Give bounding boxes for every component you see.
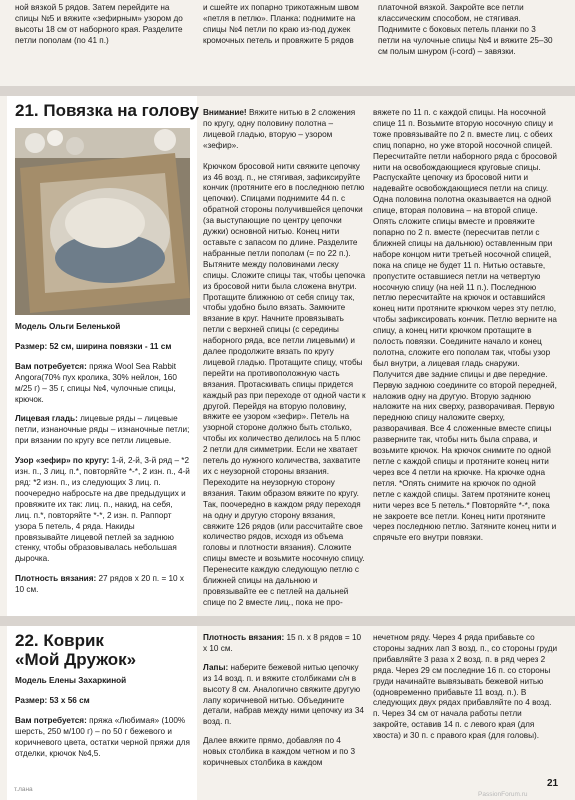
section-22-specs: Модель Елены Захаркиной Размер: 53 x 56 см Вам потребуется: пряжа «Любимая» (100% шерсть, 250 м/100 г) – по 50 г бежевого и коричневого цвета, остатки черной пряжи для отделки, крючок №4,5. [15, 676, 190, 758]
top-col-3: платочной вязкой. Закройте все петли классическим способом, не стягивая. Поднимите с боковых петель планки по 3 петли на чулочные спицы №4 и вяжите 25–30 см полым шнуром (i-cord) – завязки. [378, 3, 553, 56]
watermark: PassionForum.ru [478, 791, 528, 798]
top-col-1: ной вязкой 5 рядов. Затем перейдите на спицы №5 и вяжите «зефирным» узором до высоты 18 см от наборного края. Разделите петли пополам (по 41 п.) [15, 3, 183, 45]
section-21-model: Модель Ольги Беленькой [15, 322, 121, 331]
headband-photo [15, 128, 190, 315]
section-22-body-mid: Плотность вязания: 15 п. x 8 рядов = 10 x 10 см. Лапы: наберите бежевой нитью цепочку из 14 возд. п. и вяжите столбиками с/н в высоту 8 см. Аналогично свяжите другую лапу коричневой нитью. Объедините детали, набрав между ними цепочку из 34 возд. п. Далее вяжите прямо, добавляя по 4 новых столбика в каждом четном и по 3 коричневых столбика в каждом [203, 633, 364, 768]
page-number: 21 [547, 778, 559, 789]
section-21-body-mid: Внимание! Вяжите нитью в 2 сложения по кругу, одну половину полотна – лицевой гладью, вторую – узором «зефир». Крючком бросовой нити свяжите цепочку из 46 возд. п., не стягивая, зафиксируйте кончик (протяните его в последнюю петлю цепочки). Спицами поднимите 44 п. с обратной стороны получившейся цепочки (за выступающие по центру цепочки дужки) основной нитью. Конец нити оставьте с запасом по длине. Разделите набранные петли пополам (= по 22 п.). Вытяните между половинами леску спицы. Сложите спицы так, чтобы цепочка из бросовой нити была сложена внутри. Протащите ближнюю от себя спицу так, чтобы удобно было вязать. Замкните вязание в круг. Начните провязывать петли с верхней спицы (с середины наборного ряда, все петли лицевыми) и далее продолжите вязать по кругу лицевой гладью. Протащите спицу, чтобы перейти на противоположную часть вязания. Протаскивать спицы придется каждый раз при переходе от одной части к другой. Перейдя на вторую половину, вяжите ее узором «зефир». Петель на узорной стороне должно быть столько, чтобы их количество делилось на 5 плюс 2 петли для симметрии. Если не хватает петель до нужного количества, захватите их с неузорной стороны вязания. Переходите на неузорную сторону вязания. Таким образом вяжите по кругу. Так, поочередно в каждом ряду переходя на одну и другую сторону вязания, свяжите 126 рядов (или рассчитайте свое количество рядов, исходя из объема головы и плотности вязания). Сложите спицы вместе и возьмите носочную спицу. Перенесите каждую следующую петлю с ближней спицы на дальнюю и провязывайте ее с петлей на дальней спице по 2 вместе лиц., пока не про- [203, 108, 366, 607]
section-22-body-right: нечетном ряду. Через 4 ряда прибавьте со стороны задних лап 3 возд. п., со стороны груди прибавляйте 3 раза х 2 возд. п. в ряд через 2 ряда. Через 29 см последние 16 п. со стороны груди начинайте вывязывать бежевой нитью (одновременно прибавьте 11 возд. п.). В следующих двух рядах прибавляйте по 4 возд. п. Через 34 см от начала работы петли закройте, оставив 14 п. с левого края (для хвоста) и 30 п. с правого края (для головы). [373, 633, 558, 741]
section-21-body-right: вяжете по 11 п. с каждой спицы. На носочной спице 11 п. Возьмите вторую носочную спицу и тоже провязывайте по 2 п. вместе лиц. с обеих спиц попарно, но уже второй носочной спицей. Пересчитайте петли наборного ряда с бросовой нити на освобождающиеся круговые спицы. Распускайте цепочку из бросовой нити и надевайте освобождающиеся петли на спицу. Одна половина полотна оказывается на одной спице, вторая половина – на второй спице. Опять сложите спицы вместе и провяжите попарно по 2 п. вместе (пересчитав петли с ближней спицы на дальнюю) оставленным при наборе концом нити третьей носочной спицей, пока на спице не будет 11 п. Нитью оставьте, пропустите оставшиеся петли на четвертую носочную спицу (на ней 11 п.). Последнюю петлю пересчитайте на крючок и оставшийся конец нити протяните крючком через эту петлю, чтобы зафиксировать кончик. Петлю верните на спицу, а конец нити крючком протащите в полость повязки. Соедините начало и конец полотна, сложите его пополам так, чтобы узор был внутри, а лицевая гладь снаружи. Получится две задние спицы и две передние. Первую заднюю соедините со второй передней, наложив одну на другую. Вторую заднюю наложите на них сверху, разворачивая. Первую переднюю спицу наложите сверху, разворачивая. Все 4 сложенные вместе спицы разверните так, чтобы нить была справа, и возьмите крючок. На крючок снимите по одной петле с каждой спицы и протяните конец нити через все 4 петли на крючке. На крючке одна петля. *Опять снимите на крючок по одной петле с каждой спицы. Затем протяните конец нити через все 5 петель.* Повторяйте *-*, пока не закроете все петли. Конец нити протяните через последнюю петлю. Затяните конец нити и спрячьте его внутри повязки. [373, 108, 557, 543]
section-22-title: 22. Коврик «Мой Дружок» [15, 631, 137, 669]
section-21-specs: Модель Ольги Беленькой Размер: 52 см, ширина повязки - 11 см Вам потребуется: пряжа Wool Sea Rabbit Angora(70% пух кролика, 30% нейлон, 160 м/25 г) – 35 г, спицы №4, чулочные спицы, крючок. Лицевая гладь: лицевые ряды – лицевые петли, изнаночные ряды – изнаночные петли; при вязании по кругу все петли лицевые. Узор «зефир» по кругу: 1-й, 2-й, 3-й ряд – *2 изн. п., 3 лиц. п.*, повторяйте *-*, 2 изн. п., 4-й ряд: *2 изн. п., из следующих 3 лиц. п. поочередно набросьте на две предыдущих и провяжите их так: лиц. п., накид, на себя, лиц. п.*, повторяйте *-*, 2 изн. п. Раппорт узора 5 петель, 4 ряда. Накиды провязывайте лицевой петлей за заднюю стенку, чтобы образовывалась небольшая дырочка. Плотность вязания: 27 рядов x 20 п. = 10 x 10 см. [15, 322, 190, 595]
section-21-title: 21. Повязка на голову [15, 101, 199, 120]
section-divider-2 [0, 616, 575, 626]
footer-left: т.лана [14, 786, 33, 793]
top-col-2: и сшейте их попарно трикотажным швом «петля в петлю». Планка: поднимите на спицы №4 петли по краю из-под дужек кромочных петель и провяжите 5 рядов [203, 3, 359, 45]
section-divider [0, 86, 575, 96]
